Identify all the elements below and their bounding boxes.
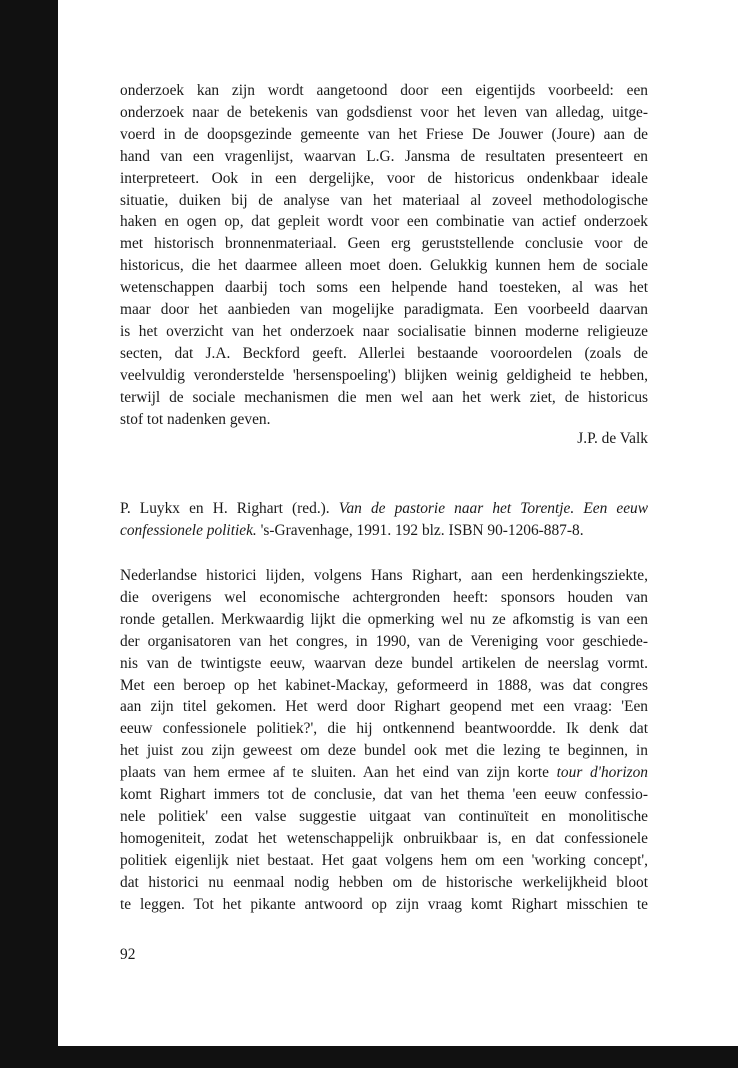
text-line: onderzoek kan zijn wordt aangetoond door een eigentijds voorbeeld: een (120, 82, 648, 99)
text-line: terwijl de sociale mechanismen die men wel aan het werk ziet, de historicus (120, 388, 648, 406)
text-line: veelvuldig veronderstelde 'hersenspoeling') blijken weinig geldigheid te hebben, (120, 366, 648, 384)
review-conclusion-paragraph (120, 80, 648, 431)
text-line: der organisatoren van het congres, in 1990, van de Vereniging voor geschiede- (120, 632, 648, 650)
text-line: met historisch bronnenmateriaal. Geen erg geruststellende conclusie voor de (120, 235, 648, 253)
text-line: dat historici nu eenmaal nodig hebben om de historische werkelijkheid bloot (120, 873, 648, 891)
text-line: is het overzicht van het onderzoek naar socialisatie binnen moderne religieuze (120, 322, 648, 340)
text-segment: plaats van hem ermee af te sluiten. Aan het eind van zijn korte (120, 764, 549, 782)
italic-phrase: tour d'horizon (556, 764, 648, 782)
text-line: situatie, duiken bij de analyse van het materiaal al zoveel methodologische (120, 191, 648, 209)
text-line: die overigens wel economische achtergronden heeft: sponsors houden van (120, 588, 648, 606)
scan-bottom-border (0, 1046, 738, 1068)
citation-publication: 's-Gravenhage, 1991. 192 blz. ISBN 90-1206-887-8. (260, 521, 584, 539)
reviewer-signature (120, 428, 648, 450)
book-citation (120, 498, 648, 542)
text-line: voerd in de doopsgezinde gemeente van het Friese De Jouwer (Joure) aan de (120, 125, 648, 143)
text-line: Met een beroep op het kabinet-Mackay, geformeerd in 1888, was dat congres (120, 676, 648, 694)
text-line: secten, dat J.A. Beckford geeft. Allerlei bestaande vooroordelen (zoals de (120, 344, 648, 362)
text-line: nis van de twintigste eeuw, waarvan deze bundel artikelen de neerslag vormt. (120, 654, 648, 672)
text-line: maar door het aanbieden van mogelijke paradigmata. Een voorbeeld daarvan (120, 301, 648, 319)
scan-left-border (0, 0, 58, 1068)
review-body-paragraph (120, 565, 648, 916)
reviewer-name: J.P. de Valk (577, 430, 648, 447)
text-line: interpreteert. Ook in een dergelijke, voor de historicus ondenkbaar ideale (120, 169, 648, 187)
text-line (120, 762, 648, 784)
page-number: 92 (120, 946, 136, 963)
text-line: ronde getallen. Merkwaardig lijkt die opmerking wel nu ze afkomstig is van een (120, 610, 648, 628)
citation-title-part1: Van de pastorie naar het Torentje. Een eeuw (338, 500, 648, 517)
text-line: eeuw confessionele politiek?', die hij ontkennend beantwoordde. Ik denk dat (120, 720, 648, 738)
text-line: te leggen. Tot het pikante antwoord op zijn vraag komt Righart misschien te (120, 895, 648, 913)
text-line: aan zijn titel gekomen. Het werd door Righart geopend met een vraag: 'Een (120, 698, 648, 716)
citation-line-1 (120, 498, 648, 520)
text-line: haken en ogen op, dat gepleit wordt voor een combinatie van actief onderzoek (120, 213, 648, 231)
text-line: onderzoek naar de betekenis van godsdienst voor het leven van alledag, uitge- (120, 103, 648, 121)
citation-authors: P. Luykx en H. Righart (red.). (120, 500, 330, 517)
text-line: Nederlandse historici lijden, volgens Hans Righart, aan een herdenkingsziekte, (120, 567, 648, 584)
text-line: wetenschappen daarbij toch soms een helpende hand toesteken, al was het (120, 279, 648, 297)
text-line: homogeniteit, zodat het wetenschappelijk onbruikbaar is, en dat confessionele (120, 829, 648, 847)
text-line: komt Righart immers tot de conclusie, dat van het thema 'een eeuw confessio- (120, 786, 648, 804)
text-line: het juist zou zijn geweest om deze bundel ook met die lezing te beginnen, in (120, 742, 648, 760)
citation-title-part2: confessionele politiek. (120, 521, 257, 539)
citation-line-2 (120, 520, 648, 542)
text-line: nele politiek' een valse suggestie uitgaat van continuïteit en monolitische (120, 807, 648, 825)
text-line: politiek eigenlijk niet bestaat. Het gaat volgens hem om een 'working concept', (120, 851, 648, 869)
text-line: hand van een vragenlijst, waarvan L.G. Jansma de resultaten presenteert en (120, 147, 648, 165)
text-line: historicus, die het daarmee alleen moet doen. Gelukkig kunnen hem de sociale (120, 257, 648, 275)
text-line: stof tot nadenken geven. (120, 410, 271, 428)
